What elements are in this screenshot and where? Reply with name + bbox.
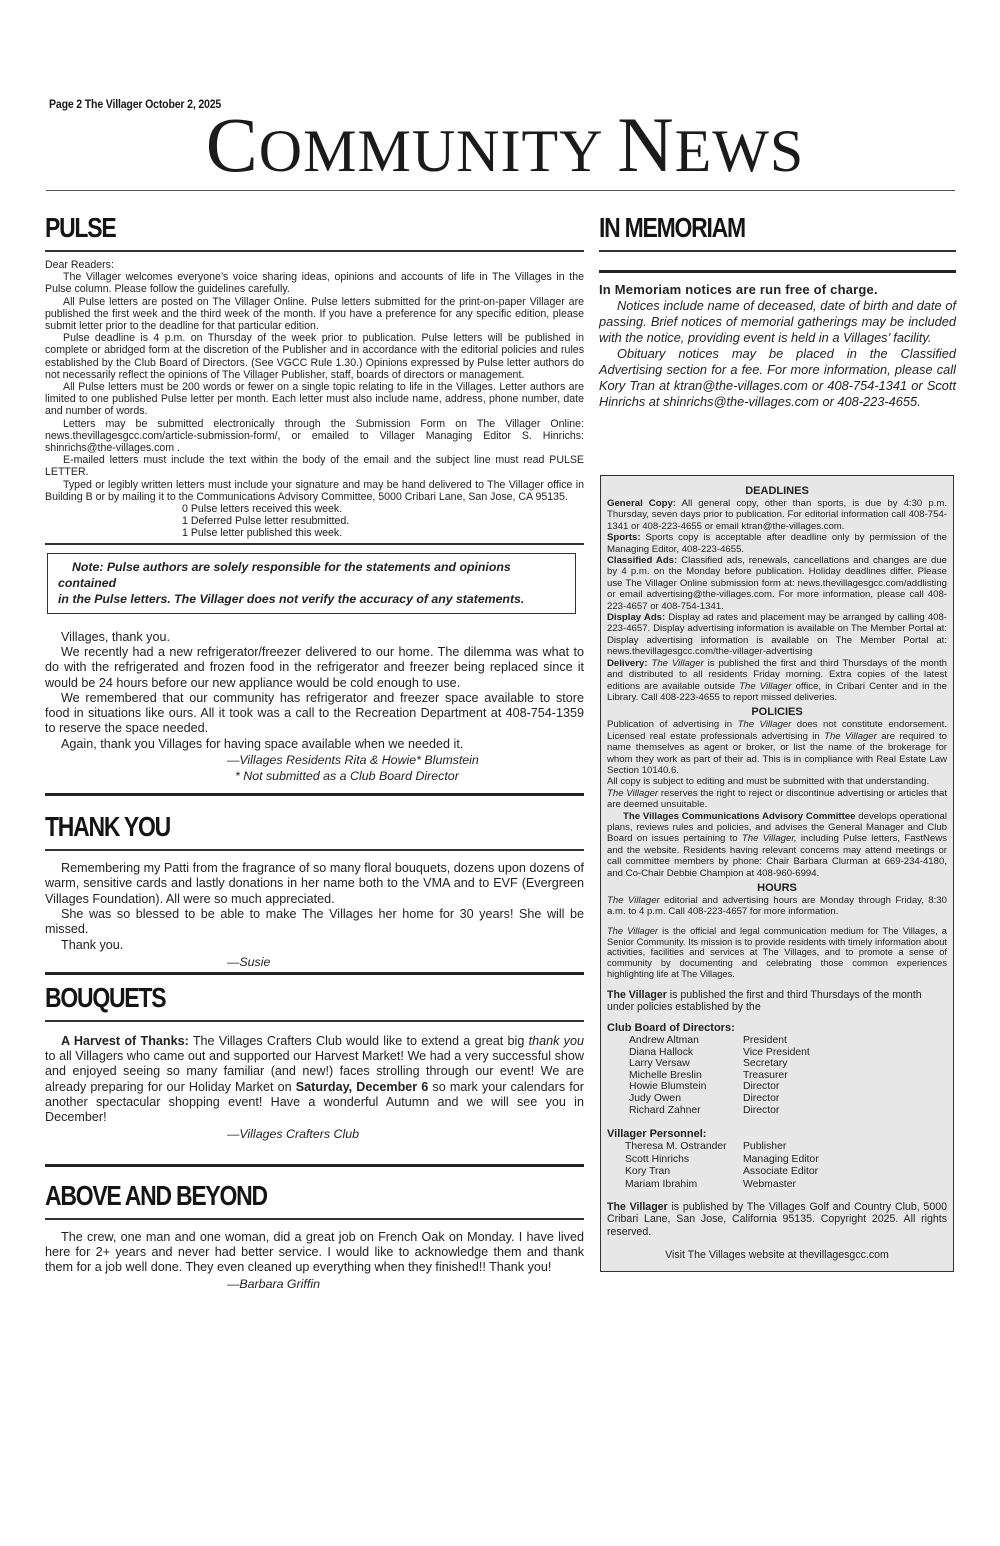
in-memoriam-paragraph: Obituary notices may be placed in the Classified Advertising section for a fee. For more information, please call Kory Tran at ktran@the-villages.com or 408-754-1341 or Scott Hinrichs at shinrichs@the-villages.com or 408-223-4655. [599,345,956,409]
board-member-role: Secretary [743,1058,788,1070]
masthead-cap-n: N [617,101,675,188]
personnel-role: Managing Editor [743,1153,819,1165]
mission-paragraph [607,926,947,980]
publication-name: The Villager [651,657,704,669]
pulse-guideline-paragraph: The Villager welcomes everyone’s voice sharing ideas, opinions and accounts of life in The Villages in the Pulse column. Please follow the guidelines carefully. [45,271,584,296]
delivery-text: is published the first and third Thursdays of the month and distributed to all residents Friday morning. Extra copies of the latest editions are available outside [607,657,947,692]
bouquets-heading-rule [45,1020,584,1022]
letter-paragraph: Again, thank you Villages for having space available when we needed it. [61,736,464,751]
in-memoriam-heading: IN MEMORIAM [599,212,745,243]
board-member-role: President [743,1034,787,1046]
above-and-beyond-heading: ABOVE AND BEYOND [45,1179,267,1211]
hours-text: editorial and advertising hours are Monday through Friday, 8:30 a.m. to 4 p.m. Call 408-223-4657 for more information. [607,895,947,918]
above-and-beyond-heading-rule [45,1218,584,1220]
masthead-cap-c: C [205,101,259,188]
publication-name: The Villager [737,719,792,731]
personnel-role: Associate Editor [743,1166,819,1178]
above-and-beyond-body [45,1230,584,1292]
in-memoriam-lead: In Memoriam notices are run free of charge. [599,281,878,297]
letter-paragraph: We remembered that our community has refrigerator and freezer space available to store food in situations like ours. All it took was a call to the Recreation Department at 408-754-1359 to reserve the space needed. [45,690,584,736]
personnel-title: Villager Personnel: [607,1128,707,1141]
deadline-text: Display ad rates and placement may be arranged by calling 408-223-4657. Display advertising information is available on The Member Portal at: Display advertising information is available on The Member Portal at: news.thevillagesgcc.com/the-villager-advertising [607,612,947,658]
publisher-text: is published by The Villages Golf and Country Club, 5000 Cribari Lane, San Jose, California 95135. Copyright 2025. All rights reserved. [607,1200,948,1238]
personnel-name: Theresa M. Ostrander [625,1141,727,1153]
delivery-label: Delivery: [607,657,648,669]
masthead-word-news: EWS [674,118,805,184]
board-member-role: Vice President [743,1046,810,1058]
deadline-item [607,532,947,555]
publication-name: The Villager [607,895,660,906]
pulse-salutation: Dear Readers: [45,259,114,271]
deadline-label: Sports: [607,532,641,544]
publication-name: The Villager [607,988,667,1001]
hours-paragraph [607,895,947,918]
page-folio: Page 2 The Villager October 2, 2025 [49,99,222,111]
bouquets-text: The Villages Crafters Club would like to extend a great big [188,1033,529,1048]
deadline-item [607,555,947,612]
deadline-text: All general copy, other than sports, is due by 4:30 p.m. Thursday, seven days prior to publication. For editorial information call 408-754-1341 or 408-223-4655 or email ktran@the-villages.com. [607,498,947,532]
published-text: is published the first and third Thursdays of the month under policies established by the [607,988,922,1014]
deadlines-title: DEADLINES [745,485,809,497]
personnel-roster [607,1141,947,1191]
pulse-guidelines [45,259,584,503]
masthead-divider [46,190,955,191]
deadline-label: Display Ads: [607,612,666,624]
bouquets-lead: A Harvest of Thanks: [61,1033,189,1048]
policies-text: does not constitute endorsement. Licensed real estate professionals advertising in [607,719,947,742]
in-memoriam-body [599,298,956,410]
board-member-role: Director [743,1081,780,1093]
above-and-beyond-paragraph: The crew, one man and one woman, did a great job on French Oak on Monday. I have lived here for 2+ years and never had better service. I would like to acknowledge them and thank them for a job well done. They even cleaned up everything when they finished!! Thank you! [45,1229,584,1275]
personnel-role: Webmaster [743,1178,796,1190]
thank-you-heading-rule [45,849,584,851]
policies-paragraph: All copy is subject to editing and must be submitted with that understanding. [607,776,930,788]
board-member-name: Judy Owen [629,1092,681,1104]
personnel-name: Mariam Ibrahim [625,1178,698,1190]
pulse-section [45,205,584,784]
letter-paragraph: We recently had a new refrigerator/freezer delivered to our home. The dilemma was what to do with the refrigerated and frozen food in the refrigerator and freezer being replaced since it would be 24 hours before our new appliance would be cold enough to use. [45,644,584,690]
thank-you-body [45,861,584,970]
thank-you-heading: THANK YOU [45,811,170,843]
pulse-heading: PULSE [45,212,116,243]
board-title: Club Board of Directors: [607,1021,735,1034]
board-member-name: Diana Hallock [629,1046,694,1058]
website-line: Visit The Villages website at thevillagesgcc.com [665,1248,889,1261]
pulse-disclaimer-line: in the Pulse letters. The Villager does not verify the accuracy of any statements. [58,591,525,606]
mission-text: is the official and legal communication medium for The Villages, a Senior Community. Its mission is to provide residents with timely information about activities, facilities and services at The Villages, and to promote a sense of community by documenting and celebrating those common experiences highlighting life at The Villages. [607,925,947,979]
published-paragraph [607,989,947,1014]
board-member-role: Director [743,1092,780,1104]
committee-name: The Villages Communications Advisory Committee [623,810,856,822]
pulse-stat-received: 0 Pulse letters received this week. [182,503,343,516]
board-member-name: Howie Blumstein [629,1081,707,1093]
right-column [599,205,956,410]
committee-paragraph [607,811,947,879]
pulse-stats [45,503,584,540]
pulse-guideline-paragraph: Letters may be submitted electronically through the Submission Form on The Villager Online: news.thevillagesgcc.com/article-submission-form/, or emailed to Villager Managing Editor S. Hinrichs: shinrichs@the-villages.com . [45,417,584,455]
letter-footnote: * Not submitted as a Club Board Director [235,769,459,784]
policies-paragraph [607,788,947,811]
deadline-item [607,498,947,532]
personnel-name: Scott Hinrichs [625,1153,690,1165]
publication-name: The Villager [607,1200,668,1213]
bouquets-body [45,1034,584,1142]
above-and-beyond-section [45,1167,584,1292]
deadline-label: Classified Ads: [607,555,678,567]
letter-paragraph: Villages, thank you. [61,629,170,644]
deadline-text: Sports copy is acceptable after deadline only by permission of the Managing Editor, 408-223-4655. [607,532,947,555]
board-member-name: Richard Zahner [629,1104,701,1116]
deadline-label: General Copy: [607,498,676,509]
policies-text: Publication of advertising in [607,719,738,731]
publication-name: The Villager [607,925,658,936]
board-member-role: Director [743,1104,780,1116]
bouquets-signature: —Villages Crafters Club [227,1126,359,1141]
in-memoriam-section [599,205,956,410]
committee-text: develops operational plans, reviews rules and policies, and advises the General Manager and Club Board on issues pertaining to [607,810,947,845]
pulse-guideline-paragraph: All Pulse letters are posted on The Villager Online. Pulse letters submitted for the print-on-paper Villager are published the first week and the third week of the month. If you have a preference for any specific edition, please submit letter prior to the deadline for that particular edition. [45,295,584,333]
in-memoriam-heading-rule [599,250,956,252]
bouquets-italic: thank you [528,1033,584,1048]
in-memoriam-divider [599,270,956,273]
board-member-name: Michelle Breslin [629,1069,702,1081]
publication-name: The Villager [824,730,877,742]
letter-signature: —Villages Residents Rita & Howie* Blumstein [227,753,479,768]
in-memoriam-paragraph: Notices include name of deceased, date of birth and date of passing. Brief notices of memorial gatherings may be included with the notice, providing event is held in a Villages’ facility. [599,297,956,345]
policies-text: are required to name themselves as agent or broker, or list the name of the brokerage for whom they work as part of their ad. This is in compliance with Real Estate Law Section 10140.6. [607,730,947,776]
pulse-guideline-paragraph: Pulse deadline is 4 p.m. on Thursday of the week prior to publication. Pulse letters will be published in complete or abridged form at the discretion of the Publisher and in accordance with the editorial policies and rules established by the Club Board of Directors. (See VGCC Rule 1.30.) Opinions expressed by Pulse letter authors do not necessarily reflect the opinions of The Villager Publisher, staff, boards of directors or management. [45,332,584,381]
thank-you-paragraph: She was so blessed to be able to make The Villages her home for 30 years! She will be missed. [45,906,584,937]
pulse-heading-rule [45,250,584,252]
thank-you-signature: —Susie [227,954,271,969]
bouquets-text: to all Villagers who came out and supported our Harvest Market! We had a very successful show and enjoyed seeing so many familiar (and new!) faces strolling through our event! We are already preparing for our Holiday Market on [45,1049,584,1094]
left-column [45,205,584,1292]
board-member-role: Treasurer [743,1069,788,1081]
policies-title: POLICIES [751,706,803,719]
pulse-stats-rule [45,543,584,545]
delivery-text: office, in Cribari Center and in the Library. Call 408-223-4655 to report missed deliveries. [607,680,947,703]
policies-text: reserves the right to reject or discontinue advertising or articles that are deemed unsuitable. [607,787,947,811]
policies-paragraph [607,719,947,776]
pulse-guideline-paragraph: Typed or legibly written letters must include your signature and may be hand delivered to The Villager office in Building B or by mailing it to the Communications Advisory Committee, 5000 Cribari Lane, San Jose, CA 95135. [45,478,584,503]
hours-title: HOURS [757,882,797,894]
thank-you-paragraph: Thank you. [61,937,124,952]
publisher-paragraph [607,1201,947,1239]
pulse-disclaimer-box [47,553,576,614]
pulse-disclaimer-line: Note: Pulse authors are solely responsible for the statements and opinions contained [58,559,511,590]
thank-you-paragraph: Remembering my Patti from the fragrance of so many floral bouquets, dozens upon dozens of warm, sensitive cards and lastly donations in her name both to the VMA and to EVF (Evergreen Villages Foundation). All were so much appreciated. [45,861,584,906]
pulse-guideline-paragraph: All Pulse letters must be 200 words or fewer on a single topic relating to life in the Villages. Letter authors are limited to one published Pulse letter per month. Each letter must also include name, address, phone number, date and number of words. [45,381,584,418]
bouquets-heading: BOUQUETS [45,981,166,1013]
pulse-letter [45,630,584,784]
bouquets-event-date: Saturday, December 6 [295,1079,429,1094]
bouquets-text: so mark your calendars for another spectacular shopping event! Have a wonderful Autumn and we will see you in December! [45,1079,584,1125]
publication-name: The Villager [739,680,792,692]
pulse-stat-deferred: 1 Deferred Pulse letter resubmitted. [182,515,350,528]
publication-name: The Villager, [741,833,797,845]
bouquets-paragraph [45,1034,584,1126]
board-member-name: Andrew Altman [629,1034,699,1046]
board-member-name: Larry Versaw [629,1058,690,1070]
delivery-item [607,658,947,704]
personnel-name: Kory Tran [625,1166,671,1178]
bouquets-section [45,975,584,1142]
pulse-guideline-paragraph: E-mailed letters must include the text within the body of the email and the subject line must read PULSE LETTER. [45,454,584,479]
masthead-title [0,101,1000,192]
publication-info-box [600,475,954,1272]
board-roster [607,1035,947,1116]
deadline-item [607,612,947,658]
deadline-text: Classified ads, renewals, cancellations and changes are due by 4 p.m. on the Monday before publication. Holiday deadlines differ. Please use The Villager Online submission form at: news.thevillagesgcc.com/addlisting or email advertising@the-villages.com. For more information, please call 408-223-4657 or 408-754-1341. [607,555,947,612]
committee-text: including Pulse letters, FastNews and the website. Residents having relevant concerns may attend meetings or call committee members by phone: Chair Barbara Clurman at 669-234-4180, and Co-Chair Debbie Champion at 408-960-6994. [607,833,947,879]
thank-you-section [45,796,584,970]
personnel-role: Publisher [743,1141,787,1153]
pulse-stat-published: 1 Pulse letter published this week. [182,527,343,540]
above-and-beyond-signature: —Barbara Griffin [227,1276,320,1291]
masthead-word-community: OMMUNITY [258,118,618,184]
publication-name: The Villager [607,787,659,799]
